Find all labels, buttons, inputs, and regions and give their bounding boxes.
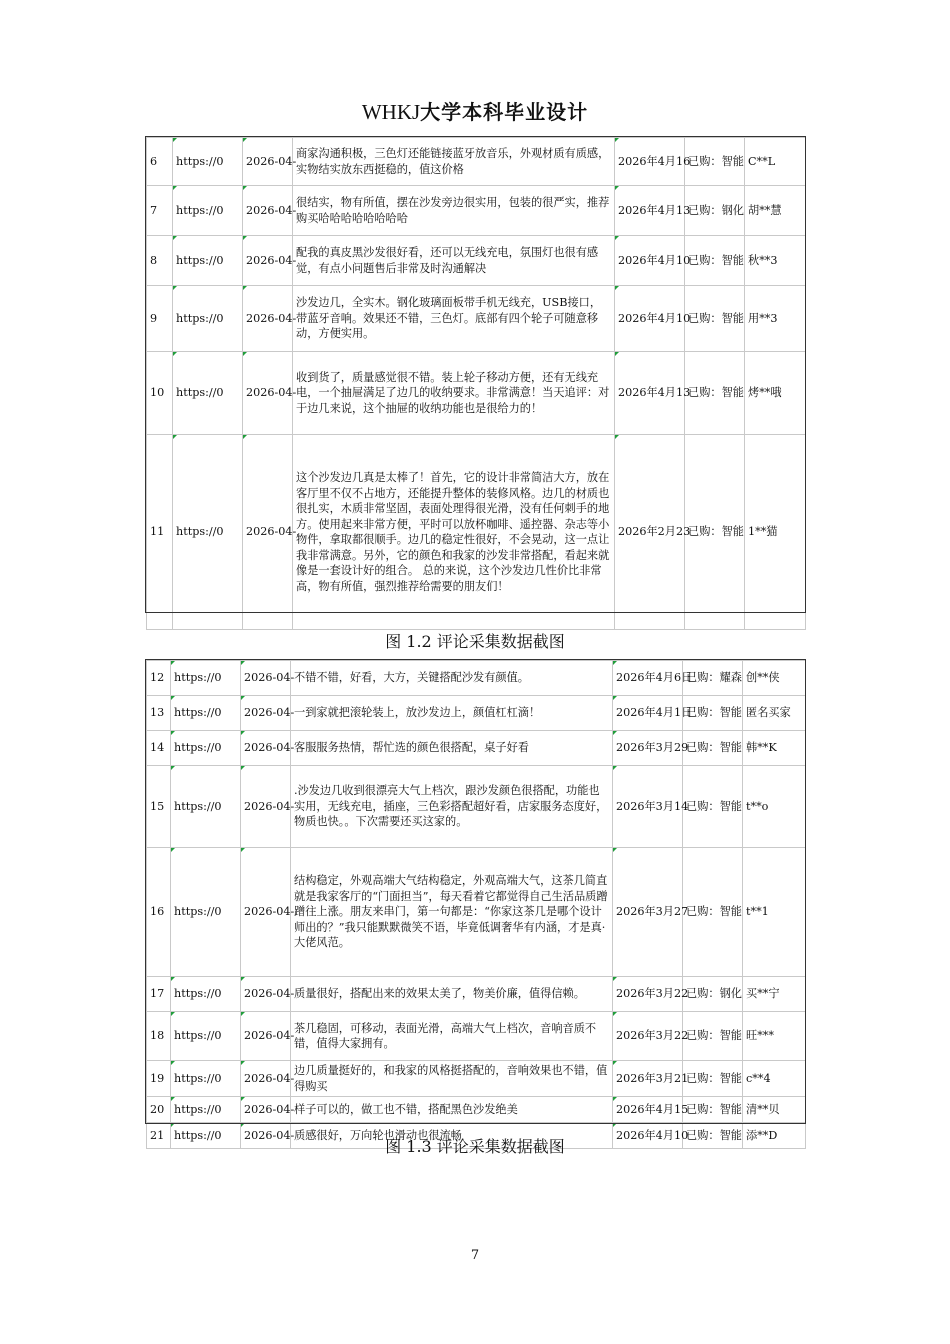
username-cell: 烤**哦 — [745, 352, 806, 435]
purchased-item-cell: 已购：智能 — [683, 1061, 743, 1097]
table-row — [147, 1061, 806, 1097]
url-cell: https://0 — [171, 1123, 241, 1149]
date-cell: 2026-04- — [241, 766, 291, 848]
row-index-cell: 21 — [147, 1123, 171, 1149]
row-index-cell: 6 — [147, 138, 173, 186]
url-cell: https://0 — [171, 696, 241, 731]
url-cell: https://0 — [173, 236, 243, 286]
username-cell: 添**D — [743, 1123, 806, 1149]
review-date-cell: 2026年3月22 — [613, 1012, 683, 1061]
comment-cell: 一到家就把滚轮装上，放沙发边上，颜值杠杠滴！ — [291, 696, 613, 731]
purchased-item-cell: 已购：智能 — [683, 1097, 743, 1123]
table-row — [147, 236, 806, 286]
comment-cell: 商家沟通积极，三色灯还能链接蓝牙放音乐，外观材质有质感，实物结实放东西挺稳的，值这价格 — [293, 138, 615, 186]
page-number: 7 — [470, 1248, 480, 1263]
url-cell: https://0 — [173, 186, 243, 236]
table-row — [147, 696, 806, 731]
row-index-cell: 13 — [147, 696, 171, 731]
username-cell: c**4 — [743, 1061, 806, 1097]
header-latin: WHKJ — [361, 100, 421, 124]
url-cell: https://0 — [173, 138, 243, 186]
row-index-cell: 19 — [147, 1061, 171, 1097]
date-cell: 2026-04- — [241, 1097, 291, 1123]
review-date-cell: 2026年2月23 — [615, 435, 685, 630]
date-cell: 2026-04- — [241, 696, 291, 731]
table-row — [147, 138, 806, 186]
row-index-cell: 16 — [147, 848, 171, 977]
username-cell: 韩**K — [743, 731, 806, 766]
comment-cell: 这个沙发边几真是太棒了！首先，它的设计非常简洁大方，放在客厅里不仅不占地方，还能提升整体的装修风格。边几的材质也很扎实，木质非常坚固，表面处理得很光滑，没有任何刺手的地方。使用起来非常方便，平时可以放杯咖啡、遥控器、杂志等小物件，拿取都很顺手。边几的稳定性很好，不会晃动，这一点让我非常满意。另外，它的颜色和我家的沙发非常搭配，看起来就像是一套设计好的组合。 总的来说，这个沙发边几性价比非常高，物有所值，强烈推荐给需要的朋友们！ — [293, 435, 615, 630]
url-cell: https://0 — [173, 286, 243, 352]
figure-caption-1-2: 图 1.2 评论采集数据截图 — [385, 632, 565, 651]
purchased-item-cell: 已购：智能 — [685, 286, 745, 352]
purchased-item-cell: 已购：耀森 — [683, 661, 743, 696]
comment-cell: 边几质量挺好的，和我家的风格挺搭配的，音响效果也不错，值得购买 — [291, 1061, 613, 1097]
comment-cell: 不错不错，好看，大方，关键搭配沙发有颜值。 — [291, 661, 613, 696]
row-index-cell: 14 — [147, 731, 171, 766]
purchased-item-cell: 已购：钢化 — [683, 977, 743, 1012]
username-cell: 买**宁 — [743, 977, 806, 1012]
comment-cell: 样子可以的，做工也不错，搭配黑色沙发绝美 — [291, 1097, 613, 1123]
review-date-cell: 2026年4月13 — [615, 186, 685, 236]
url-cell: https://0 — [173, 352, 243, 435]
username-cell: 1**猫 — [745, 435, 806, 630]
row-index-cell: 9 — [147, 286, 173, 352]
table-row — [147, 1097, 806, 1123]
username-cell: C**L — [745, 138, 806, 186]
review-date-cell: 2026年4月10 — [615, 236, 685, 286]
purchased-item-cell: 已购：智能 — [685, 435, 745, 630]
row-index-cell: 11 — [147, 435, 173, 630]
comment-cell: 沙发边几，全实木。钢化玻璃面板带手机无线充，USB接口，带蓝牙音响。效果还不错，三色灯。底部有四个轮子可随意移动，方便实用。 — [293, 286, 615, 352]
comment-cell: 质量很好，搭配出来的效果太美了，物美价廉，值得信赖。 — [291, 977, 613, 1012]
row-index-cell: 20 — [147, 1097, 171, 1123]
review-date-cell: 2026年4月10 — [615, 286, 685, 352]
username-cell: 胡**慧 — [745, 186, 806, 236]
date-cell: 2026-04- — [243, 186, 293, 236]
review-date-cell: 2026年3月29 — [613, 731, 683, 766]
review-date-cell: 2026年3月14 — [613, 766, 683, 848]
comment-cell: 结构稳定，外观高端大气结构稳定，外观高端大气，这茶几简直就是我家客厅的“门面担当”，每天看着它都觉得自己生活品质蹭蹭往上涨。朋友来串门，第一句都是：“你家这茶几是哪个设计师出的？”我只能默默微笑不语，毕竟低调奢华有内涵，才是真·大佬风范。 — [291, 848, 613, 977]
row-index-cell: 17 — [147, 977, 171, 1012]
purchased-item-cell: 已购：智能 — [683, 696, 743, 731]
table-row — [147, 352, 806, 435]
url-cell: https://0 — [171, 661, 241, 696]
username-cell: t**o — [743, 766, 806, 848]
username-cell: 匿名买家 — [743, 696, 806, 731]
table-row — [147, 435, 806, 630]
url-cell: https://0 — [171, 1012, 241, 1061]
review-date-cell: 2026年3月21 — [613, 1061, 683, 1097]
purchased-item-cell: 已购：智能 — [683, 848, 743, 977]
comment-cell: 收到货了，质量感觉很不错。装上轮子移动方便，还有无线充电，一个抽屉满足了边几的收纳要求。非常满意！当天追评：对于边几来说，这个抽屉的收纳功能也是很给力的！ — [293, 352, 615, 435]
table-row — [147, 1012, 806, 1061]
table-row — [147, 848, 806, 977]
header-title: 大学本科毕业设计 — [420, 100, 589, 124]
date-cell: 2026-04- — [241, 1012, 291, 1061]
review-date-cell: 2026年4月6日 — [613, 661, 683, 696]
purchased-item-cell: 已购：智能 — [683, 1012, 743, 1061]
review-date-cell: 2026年4月1日 — [613, 696, 683, 731]
date-cell: 2026-04- — [241, 1123, 291, 1149]
url-cell: https://0 — [171, 1061, 241, 1097]
table-row — [147, 731, 806, 766]
url-cell: https://0 — [171, 848, 241, 977]
review-date-cell: 2026年4月15 — [613, 1097, 683, 1123]
date-cell: 2026-04- — [243, 352, 293, 435]
row-index-cell: 12 — [147, 661, 171, 696]
figure-caption-1-3: 图 1.3 评论采集数据截图 — [385, 1137, 565, 1156]
date-cell: 2026-04- — [243, 286, 293, 352]
table-row — [147, 661, 806, 696]
review-date-cell: 2026年4月10 — [613, 1123, 683, 1149]
purchased-item-cell: 已购：智能 — [685, 236, 745, 286]
date-cell: 2026-04- — [241, 848, 291, 977]
username-cell: 用**3 — [745, 286, 806, 352]
url-cell: https://0 — [171, 977, 241, 1012]
table-row — [147, 186, 806, 236]
date-cell: 2026-04- — [241, 661, 291, 696]
comment-cell: 客服服务热情，帮忙选的颜色很搭配，桌子好看 — [291, 731, 613, 766]
date-cell: 2026-04- — [241, 977, 291, 1012]
table-row — [147, 286, 806, 352]
row-index-cell: 15 — [147, 766, 171, 848]
url-cell: https://0 — [171, 1097, 241, 1123]
date-cell: 2026-04- — [243, 435, 293, 630]
row-index-cell: 10 — [147, 352, 173, 435]
review-date-cell: 2026年4月16 — [615, 138, 685, 186]
purchased-item-cell: 已购：智能 — [683, 766, 743, 848]
date-cell: 2026-04- — [243, 138, 293, 186]
date-cell: 2026-04- — [241, 731, 291, 766]
purchased-item-cell: 已购：智能 — [683, 1123, 743, 1149]
comment-cell: .沙发边几收到很漂亮大气上档次，跟沙发颜色很搭配，功能也实用，无线充电，插座，三色彩搭配超好看，店家服务态度好，物质也快。。下次需要还买这家的。 — [291, 766, 613, 848]
comment-cell: 茶几稳固，可移动，表面光滑，高端大气上档次，音响音质不错，值得大家拥有。 — [291, 1012, 613, 1061]
purchased-item-cell: 已购：钢化 — [685, 186, 745, 236]
username-cell: t**1 — [743, 848, 806, 977]
table-row — [147, 977, 806, 1012]
username-cell: 创**侠 — [743, 661, 806, 696]
comment-cell: 配我的真皮黑沙发很好看，还可以无线充电，氛围灯也很有感觉，有点小问题售后非常及时沟通解决 — [293, 236, 615, 286]
purchased-item-cell: 已购：智能 — [685, 352, 745, 435]
comment-cell: 很结实，物有所值，摆在沙发旁边很实用，包装的很严实，推荐购买哈哈哈哈哈哈哈哈 — [293, 186, 615, 236]
url-cell: https://0 — [171, 766, 241, 848]
row-index-cell: 18 — [147, 1012, 171, 1061]
row-index-cell: 7 — [147, 186, 173, 236]
username-cell: 秋**3 — [745, 236, 806, 286]
purchased-item-cell: 已购：智能 — [683, 731, 743, 766]
comment-table-1 — [146, 137, 806, 630]
comment-cell: 质感很好，万向轮也滑动也很流畅 — [291, 1123, 613, 1149]
purchased-item-cell: 已购：智能 — [685, 138, 745, 186]
page-header — [0, 96, 950, 125]
review-date-cell: 2026年3月22 — [613, 977, 683, 1012]
date-cell: 2026-04- — [243, 236, 293, 286]
review-date-cell: 2026年4月13 — [615, 352, 685, 435]
username-cell: 清**贝 — [743, 1097, 806, 1123]
review-date-cell: 2026年3月27 — [613, 848, 683, 977]
date-cell: 2026-04- — [241, 1061, 291, 1097]
username-cell: 旺*** — [743, 1012, 806, 1061]
url-cell: https://0 — [173, 435, 243, 630]
table-row — [147, 766, 806, 848]
comment-table-2 — [146, 660, 806, 1149]
url-cell: https://0 — [171, 731, 241, 766]
row-index-cell: 8 — [147, 236, 173, 286]
